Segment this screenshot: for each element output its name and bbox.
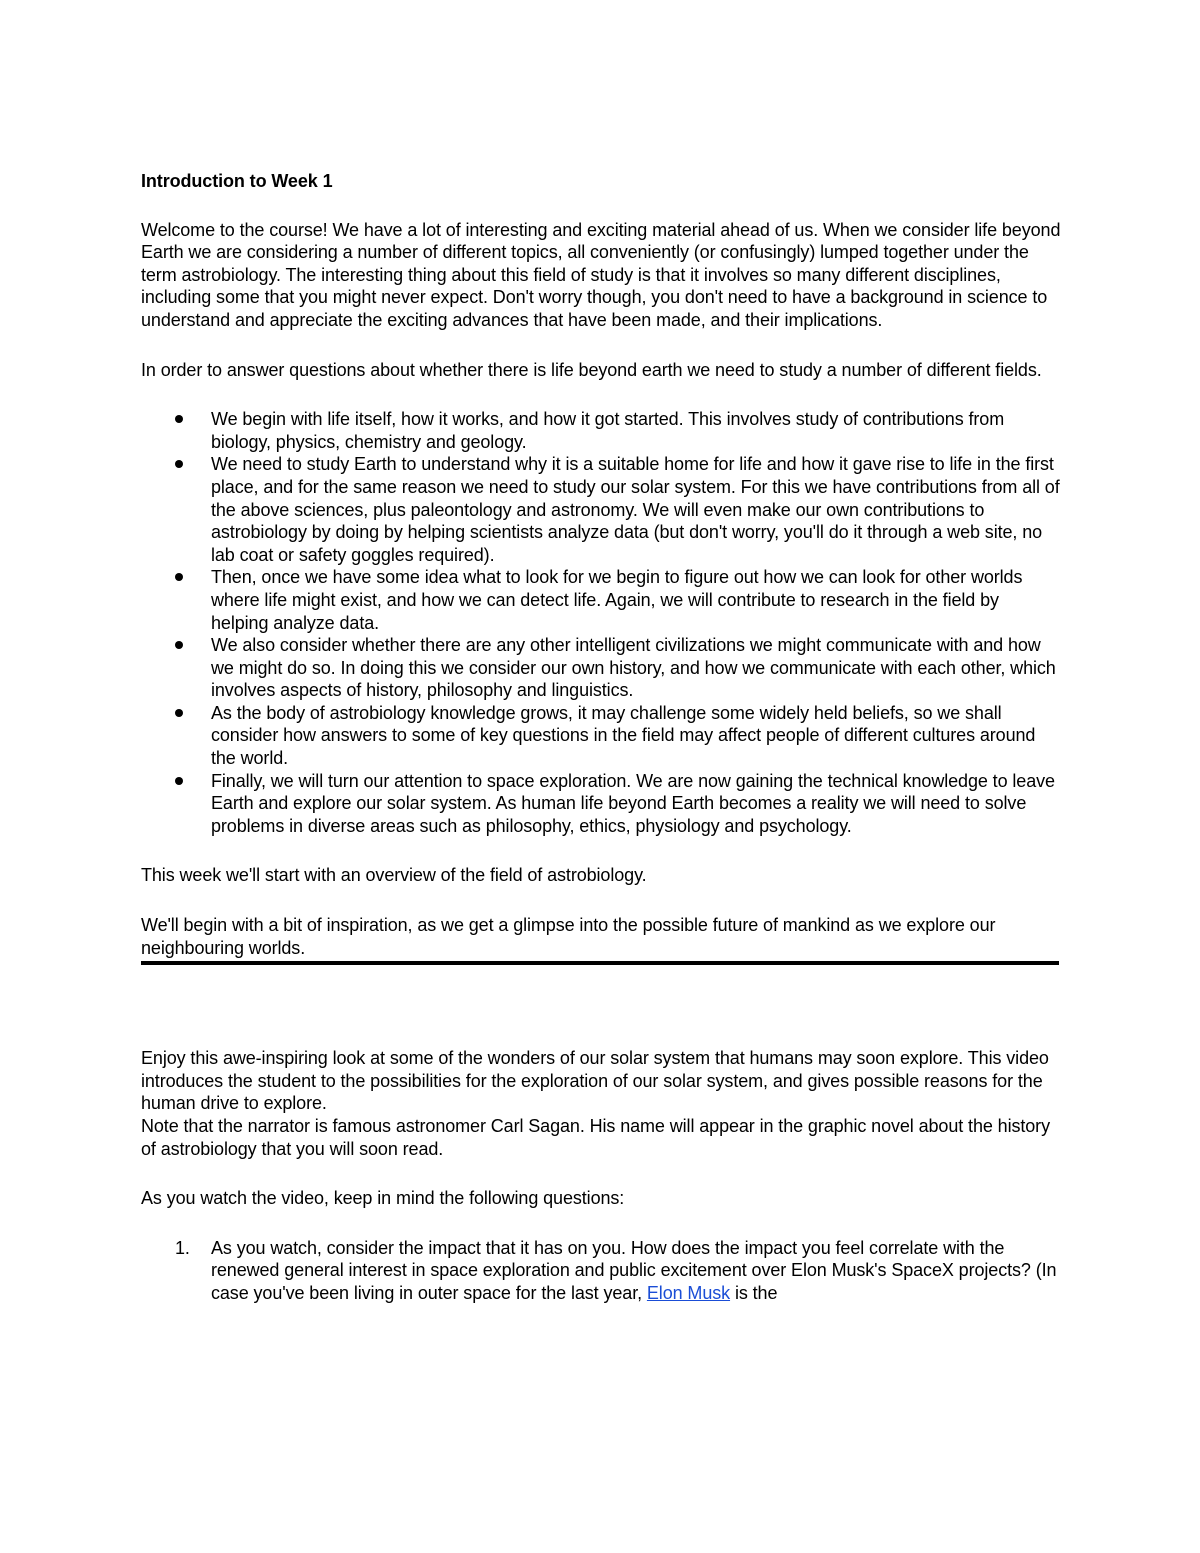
fields-list (141, 408, 1061, 837)
bullet-icon (175, 573, 183, 581)
list-item (141, 408, 1061, 453)
list-item-text: Then, once we have some idea what to look for we begin to figure out how we can look for other worlds where life might exist, and how we can detect life. Again, we will contribute to research in the field by helping analyze data. (211, 567, 1023, 633)
questions-list (141, 1237, 1061, 1305)
narrator-note-paragraph: Note that the narrator is famous astronomer Carl Sagan. His name will appear in the graphic novel about the history of astrobiology that you will soon read. (141, 1116, 1050, 1159)
list-item-text: We need to study Earth to understand why it is a suitable home for life and how it gave rise to life in the first place, and for the same reason we need to study our solar system. For this we have contributions from all of the above sciences, plus paleontology and astronomy. We will even make our own contributions to astrobiology by doing by helping scientists analyze data (but don't worry, you'll do it through a web site, no lab coat or safety goggles required). (211, 454, 1060, 565)
bullet-icon (175, 415, 183, 423)
questions-intro-paragraph: As you watch the video, keep in mind the following questions: (141, 1188, 625, 1209)
bullet-icon (175, 777, 183, 785)
video-intro-paragraph: Enjoy this awe-inspiring look at some of the wonders of our solar system that humans may soon explore. This video introduces the student to the possibilities for the exploration of our solar system, and gives possible reasons for the human drive to explore. (141, 1048, 1049, 1114)
week-overview-paragraph: This week we'll start with an overview of the field of astrobiology. (141, 865, 647, 886)
page-title: Introduction to Week 1 (141, 171, 333, 191)
intro-paragraph: Welcome to the course! We have a lot of interesting and exciting material ahead of us. When we consider life beyond Earth we are considering a number of different topics, all conveniently (or confusingly) lumped together under the term astrobiology. The interesting thing about this field of study is that it involves so many different disciplines, including some that you might never expect. Don't worry though, you don't need to have a background in science to understand and appreciate the exciting advances that have been made, and their implications. (141, 219, 1061, 330)
document-page (141, 170, 1061, 1305)
list-item-text: Finally, we will turn our attention to space exploration. We are now gaining the technical knowledge to leave Earth and explore our solar system. As human life beyond Earth becomes a reality we will need to solve problems in diverse areas such as philosophy, ethics, physiology and psychology. (211, 770, 1055, 836)
list-item (141, 453, 1061, 566)
question-number: 1. (175, 1237, 190, 1258)
inspiration-paragraph: We'll begin with a bit of inspiration, as we get a glimpse into the possible future of mankind as we explore our neighbouring worlds. (141, 915, 996, 958)
list-item (141, 770, 1061, 838)
question-text-continued: is the (730, 1282, 778, 1303)
list-item (141, 566, 1061, 634)
list-item (141, 634, 1061, 702)
bullet-icon (175, 641, 183, 649)
list-item-text: As the body of astrobiology knowledge grows, it may challenge some widely held beliefs, so we shall consider how answers to some of key questions in the field may affect people of different cultures around the world. (211, 702, 1036, 769)
elon-musk-link[interactable]: Elon Musk (646, 1282, 731, 1303)
list-item-text: We begin with life itself, how it works, and how it got started. This involves study of contributions from biology, physics, chemistry and geology. (211, 409, 1005, 452)
bullet-icon (175, 709, 183, 717)
question-text: As you watch, consider the impact that it has on you. How does the impact you feel correlate with the renewed general interest in space exploration and public excitement over Elon Musk's SpaceX projects? (In case you've been living in outer space for the last year, (211, 1237, 1057, 1303)
bullet-icon (175, 460, 183, 468)
list-item (141, 702, 1061, 770)
question-item (141, 1237, 1061, 1305)
list-item-text: We also consider whether there are any other intelligent civilizations we might communicate with and how we might do so. In doing this we consider our own history, and how we communicate with each other, which involves aspects of history, philosophy and linguistics. (211, 635, 1056, 701)
fields-intro-paragraph: In order to answer questions about whether there is life beyond earth we need to study a number of different fields. (141, 359, 1042, 380)
video-placeholder-space (141, 965, 1061, 1047)
